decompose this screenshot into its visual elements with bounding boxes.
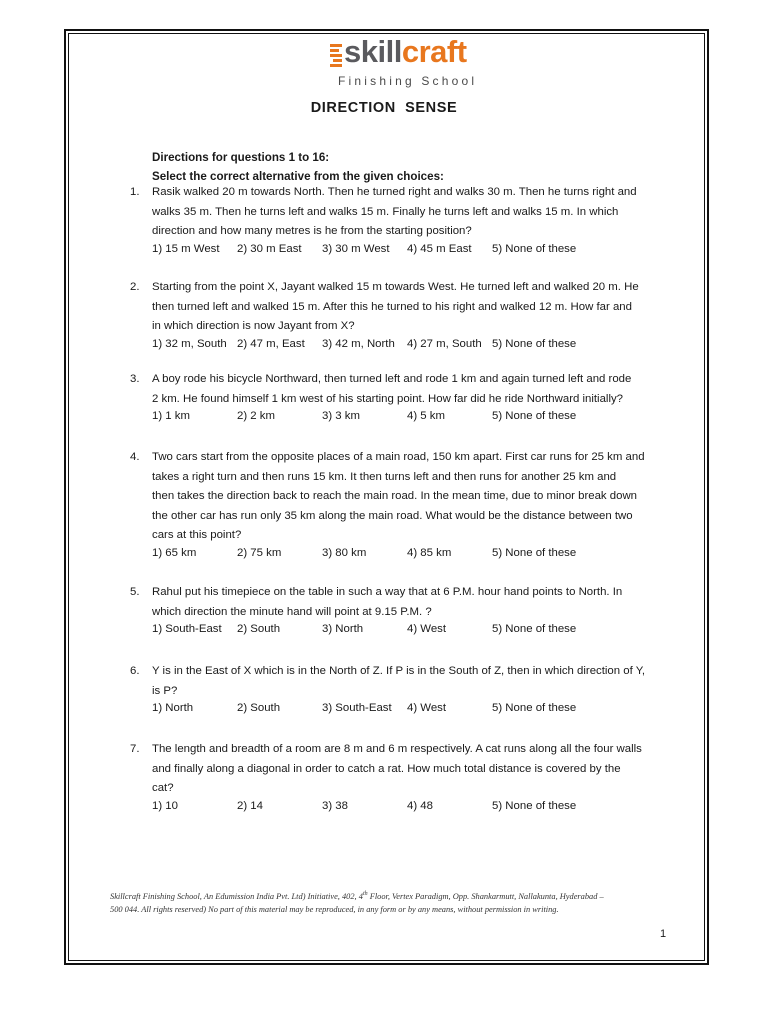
page-title: DIRECTION SENSE [310,100,458,116]
answer-option-2: 2) South [237,623,281,635]
question-text-line: Rasik walked 20 m towards North. Then he turned right and walks 30 m. Then he turns right and [152,186,637,198]
answer-option-1: 1) 10 [152,799,178,812]
logo-tagline: Finishing School [338,74,478,88]
answer-option-4: 4) West [407,623,447,635]
question-number: 2. [130,281,140,293]
answer-option-1: 1) 15 m West [152,242,220,255]
question-text-line: cat? [152,782,174,794]
answer-option-3: 3) North [322,623,364,635]
question-text-line: the other car has run only 35 km along the main road. What would be the distance between two [152,509,633,522]
answer-option-1: 1) North [152,702,194,714]
answer-option-3: 3) South-East [322,702,392,714]
question-text [152,278,675,337]
question-number: 5. [130,586,140,598]
answer-option-5: 5) None of these [492,702,577,714]
question-text-line: then takes the direction back to reach the main road. In the mean time, due to minor break down [152,490,638,502]
question-text-line: which direction the minute hand will point at 9.15 P.M. ? [152,605,432,618]
directions-block [152,148,444,186]
answer-option-5: 5) None of these [492,410,577,422]
question-number: 3. [130,373,140,385]
answer-option-5: 5) None of these [492,799,577,812]
answer-option-4: 4) 27 m, South [407,337,482,350]
logo-wordmark: skillcraft [344,34,467,69]
answer-option-4: 4) West [407,702,447,714]
answer-option-2: 2) 14 [237,799,263,812]
footer-copyright: Skillcraft Finishing School, An Edumission India Pvt. Ltd) Initiative, 402, 4th Floor, Vertex Paradigm, Opp. Shankarmutt, Nallakunta, Hyderabad – 500 044. All rights reserved) No part of this material may be reproduced, in any form or by any means, without permission in writing. [110,891,604,914]
question-text-line: The length and breadth of a room are 8 m and 6 m respectively. A cat runs along all the four walls [152,743,642,755]
question-text-line: then turned left and walked 15 m. After this he turned to his right and walked 12 m. How far and [152,300,632,313]
answer-option-5: 5) None of these [492,623,577,635]
answer-option-3: 3) 80 km [322,546,367,559]
answer-option-2: 2) South [237,702,281,714]
question-number: 4. [130,451,140,463]
question-text-line: walks 35 m. Then he turns left and walks 15 m. Finally he turns left and walks 15 m. In which [152,205,619,218]
answer-option-4: 4) 48 [407,799,433,812]
answer-option-2: 2) 30 m East [237,242,302,255]
question-text-line: 2 km. He found himself 1 km west of his starting point. How far did he ride Northward initially? [152,392,624,405]
answer-option-5: 5) None of these [492,242,577,255]
question-text-line: is P? [152,684,178,697]
question-text-line: Y is in the East of X which is in the North of Z. If P is in the South of Z, then in which direction of Y, [152,665,646,677]
question-number: 1. [130,186,140,198]
answer-option-5: 5) None of these [492,546,577,559]
directions-line-2: Select the correct alternative from the given choices: [152,170,444,183]
question-number: 7. [130,743,140,755]
question-number: 6. [130,665,140,677]
question-text [152,370,675,409]
answer-option-3: 3) 3 km [322,410,360,422]
answer-option-4: 4) 5 km [407,410,445,422]
answer-option-3: 3) 30 m West [322,242,390,255]
question-text-line: in which direction is now Jayant from X? [152,320,355,332]
answer-option-3: 3) 42 m, North [322,337,395,350]
question-text-line: Rahul put his timepiece on the table in such a way that at 6 P.M. hour hand points to North. In [152,586,623,598]
answer-option-1: 1) 32 m, South [152,337,227,350]
question-text-line: cars at this point? [152,529,242,541]
page-number: 1 [660,928,667,940]
answer-option-2: 2) 75 km [237,546,282,559]
answer-option-1: 1) 65 km [152,546,197,559]
skillcraft-logo [330,34,495,92]
answer-option-2: 2) 2 km [237,410,275,422]
question-text-line: direction and how many metres is he from the starting position? [152,225,472,237]
answer-option-2: 2) 47 m, East [237,337,305,350]
directions-line-1: Directions for questions 1 to 16: [152,151,330,164]
answer-option-4: 4) 45 m East [407,242,472,255]
answer-option-3: 3) 38 [322,799,348,812]
question-text [152,740,675,799]
question-text-line: Starting from the point X, Jayant walked 15 m towards West. He turned left and walked 20 m. He [152,281,639,293]
answer-option-1: 1) South-East [152,623,222,635]
question-text-line: Two cars start from the opposite places of a main road, 150 km apart. First car runs for 25 km and [152,451,645,463]
question-text [152,662,675,701]
answer-option-1: 1) 1 km [152,410,190,422]
question-text [152,183,675,242]
question-text [152,448,675,546]
question-text [152,583,675,622]
question-text-line: A boy rode his bicycle Northward, then turned left and rode 1 km and again turned left and rode [152,373,632,385]
question-text-line: and finally along a diagonal in order to catch a rat. How much total distance is covered by the [152,762,621,775]
question-text-line: takes a right turn and then runs 15 km. It then turns left and then runs for another 25 km and [152,470,617,483]
answer-option-4: 4) 85 km [407,546,452,559]
answer-option-5: 5) None of these [492,337,577,350]
